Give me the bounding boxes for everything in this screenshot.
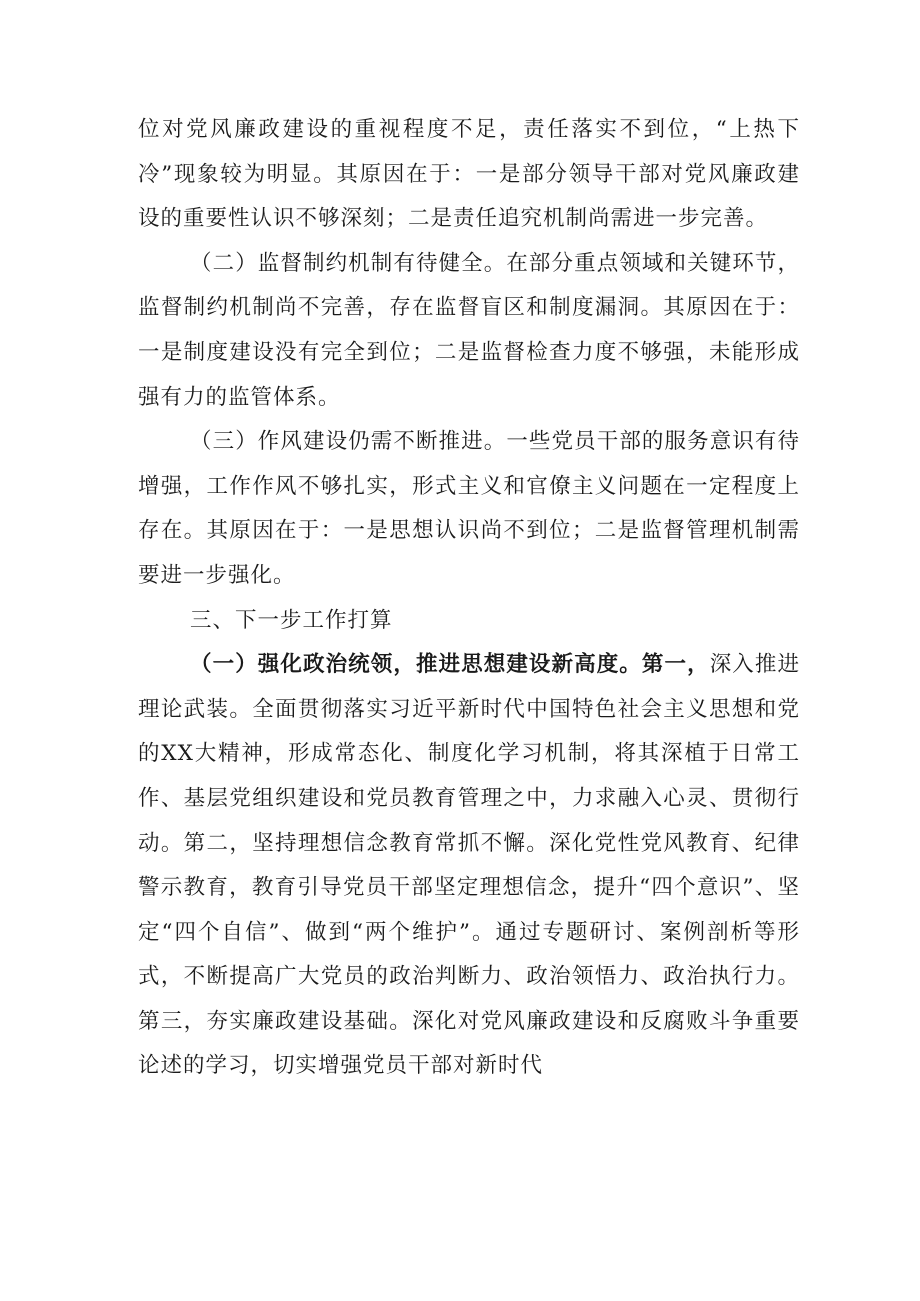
paragraph-lead-bold: （一）强化政治统领，推进思想建设新高度。第一， <box>190 652 710 678</box>
paragraph-work-style: （三）作风建设仍需不断推进。一些党员干部的服务意识有待增强，工作作风不够扎实，形式主义和官僚主义问题在一定程度上存在。其原因在于：一是思想认识尚不到位；二是监督管理机制需要进一步强化。 <box>138 429 800 588</box>
paragraph-political-leadership <box>138 643 800 1089</box>
paragraph-continuation: 位对党风廉政建设的重视程度不足，责任落实不到位，“上热下冷”现象较为明显。其原因在于：一是部分领导干部对党风廉政建设的重要性认识不够深刻；二是责任追究机制尚需进一步完善。 <box>138 117 800 232</box>
document-page <box>138 108 800 1089</box>
paragraph-supervision-mechanism: （二）监督制约机制有待健全。在部分重点领域和关键环节，监督制约机制尚不完善，存在监督盲区和制度漏洞。其原因在于：一是制度建设没有完全到位；二是监督检查力度不够强，未能形成强有力的监管体系。 <box>138 250 800 410</box>
section-heading-next-steps: 三、下一步工作打算 <box>190 607 393 633</box>
paragraph-body-text: 深入推进理论武装。全面贯彻落实习近平新时代中国特色社会主义思想和党的XX大精神，形成常态化、制度化学习机制，将其深植于日常工作、基层党组织建设和党员教育管理之中，力求融入心灵、贯彻行动。第二，坚持理想信念教育常抓不懈。深化党性党风教育、纪律警示教育，教育引导党员干部坚定理想信念，提升“四个意识”、坚定“四个自信”、做到“两个维护”。通过专题研讨、案例剖析等形式，不断提高广大党员的政治判断力、政治领悟力、政治执行力。第三，夯实廉政建设基础。深化对党风廉政建设和反腐败斗争重要论述的学习，切实增强党员干部对新时代 <box>138 652 800 1079</box>
